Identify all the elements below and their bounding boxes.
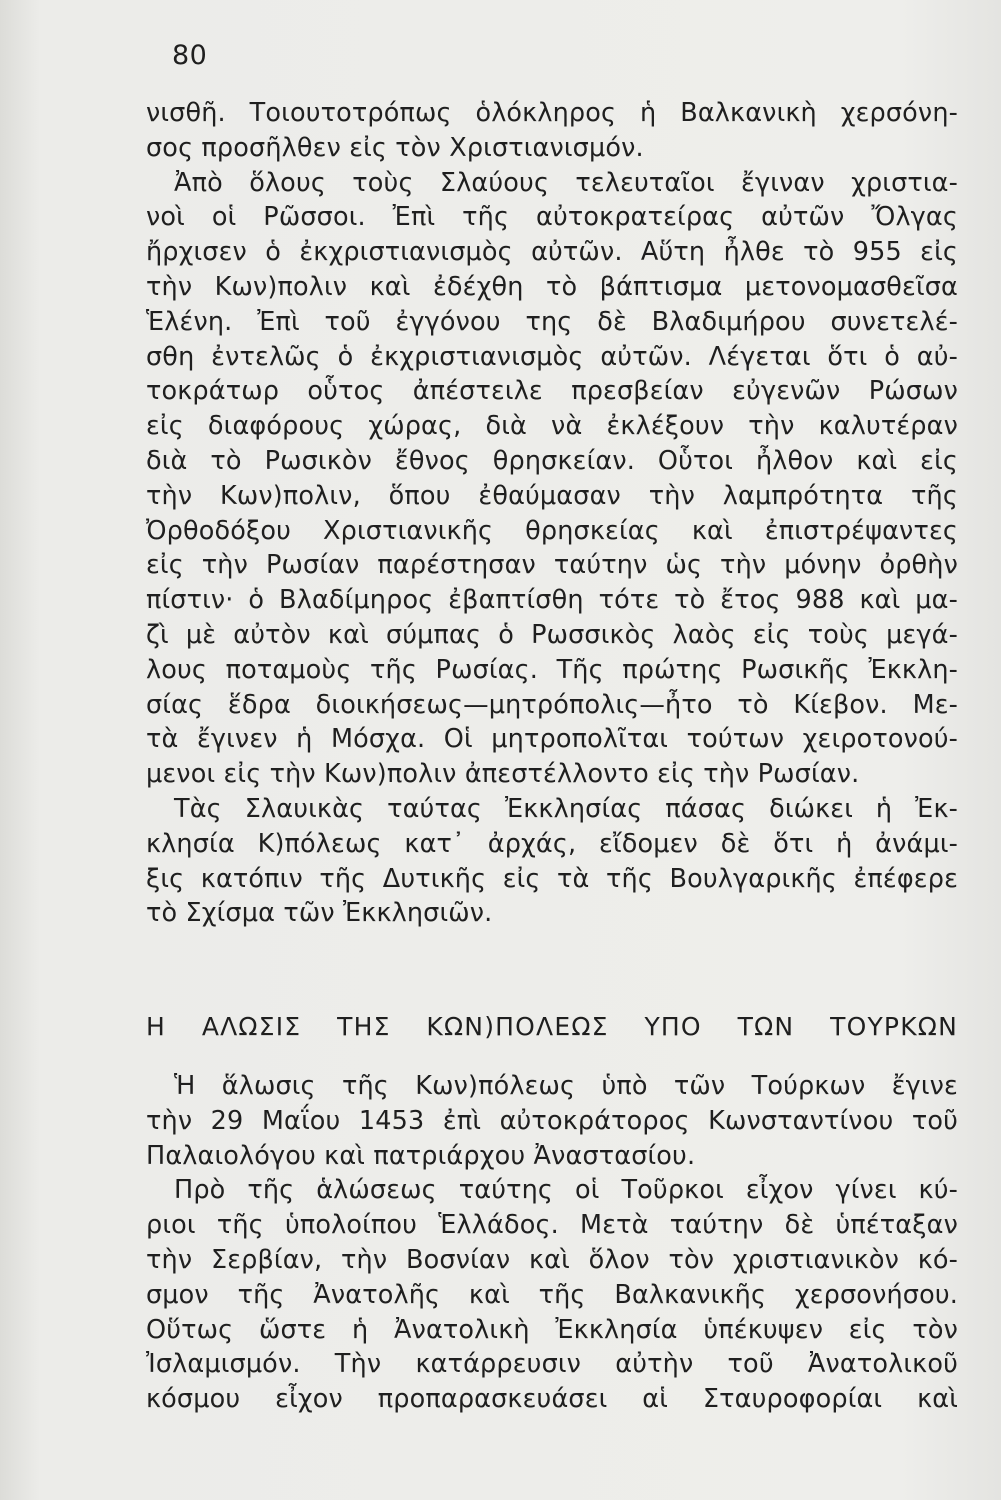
text-line: Οὕτως ὥστε ἡ Ἀνατολικὴ Ἐκκλησία ὑπέκυψεν εἰς τὸν <box>146 1314 958 1345</box>
text-line: σθη ἐντελῶς ὁ ἐκχριστιανισμὸς αὐτῶν. Λέγεται ὅτι ὁ αὐ- <box>146 341 958 372</box>
text-line: εἰς διαφόρους χώρας, διὰ νὰ ἐκλέξουν τὴν καλυτέραν <box>146 411 958 442</box>
text-line: κλησία Κ)πόλεως κατ᾿ ἀρχάς, εἴδομεν δὲ ὅτι ἡ ἀνάμι- <box>146 828 958 859</box>
section-text <box>146 1069 958 1417</box>
text-line: ριοι τῆς ὑπολοίπου Ἑλλάδος. Μετὰ ταύτην δὲ ὑπέταξαν <box>146 1210 958 1241</box>
text-line: Ἀπὸ ὅλους τοὺς Σλαύους τελευταῖοι ἔγιναν χριστια- <box>174 167 958 198</box>
text-line: λους ποταμοὺς τῆς Ρωσίας. Τῆς πρώτης Ρωσικῆς Ἐκκλη- <box>146 654 958 685</box>
text-line: τὴν 29 Μαΐου 1453 ἐπὶ αὐτοκράτορος Κωνσταντίνου τοῦ <box>146 1105 958 1136</box>
section-heading: Η ΑΛΩΣΙΣ ΤΗΣ ΚΩΝ)ΠΟΛΕΩΣ ΥΠΟ ΤΩΝ ΤΟΥΡΚΩΝ <box>146 1012 958 1041</box>
text-line: νοὶ οἱ Ρῶσσοι. Ἐπὶ τῆς αὐτοκρατείρας αὐτῶν Ὄλγας <box>146 202 958 233</box>
text-line: Τὰς Σλαυικὰς ταύτας Ἐκκλησίας πάσας διώκει ἡ Ἐκ- <box>174 793 958 824</box>
text-line: τὴν Κων)πολιν, ὅπου ἐθαύμασαν τὴν λαμπρότητα τῆς <box>146 480 958 511</box>
text-line: κόσμου εἶχον προπαρασκευάσει αἱ Σταυροφορίαι καὶ <box>146 1384 958 1415</box>
text-line: Ἑλένη. Ἐπὶ τοῦ ἐγγόνου της δὲ Βλαδιμήρου συνετελέ- <box>146 306 958 337</box>
body-text <box>146 96 958 931</box>
text-line: νισθῆ. Τοιουτοτρόπως ὁλόκληρος ἡ Βαλκανικὴ χερσόνη- <box>146 98 958 128</box>
text-line: Ὀρθοδόξου Χριστιανικῆς θρησκείας καὶ ἐπιστρέψαντες <box>146 515 958 546</box>
text-line: τὸ Σχίσμα τῶν Ἐκκλησιῶν. <box>146 898 493 929</box>
text-line: σος προσῆλθεν εἰς τὸν Χριστιανισμόν. <box>146 132 644 163</box>
text-line: τὴν Σερβίαν, τὴν Βοσνίαν καὶ ὅλον τὸν χριστιανικὸν κό- <box>146 1244 958 1275</box>
text-line: Πρὸ τῆς ἁλώσεως ταύτης οἱ Τοῦρκοι εἶχον γίνει κύ- <box>174 1175 958 1206</box>
text-line: σμον τῆς Ἀνατολῆς καὶ τῆς Βαλκανικῆς χερσονήσου. <box>146 1279 958 1310</box>
text-line: σίας ἕδρα διοικήσεως—μητρόπολις—ἦτο τὸ Κίεβον. Με- <box>146 689 958 720</box>
page-number: 80 <box>172 40 208 71</box>
text-line: τὴν Κων)πολιν καὶ ἐδέχθη τὸ βάπτισμα μετονομασθεῖσα <box>146 271 958 302</box>
text-line: πίστιν· ὁ Βλαδίμηρος ἐβαπτίσθη τότε τὸ ἔτος 988 καὶ μα- <box>146 585 958 616</box>
text-line: ζὶ μὲ αὐτὸν καὶ σύμπας ὁ Ρωσσικὸς λαὸς εἰς τοὺς μεγά- <box>146 619 958 650</box>
text-line: Παλαιολόγου καὶ πατριάρχου Ἀναστασίου. <box>146 1140 696 1171</box>
text-line: Ἡ ἅλωσις τῆς Κων)πόλεως ὑπὸ τῶν Τούρκων ἔγινε <box>174 1071 958 1101</box>
text-line: ξις κατόπιν τῆς Δυτικῆς εἰς τὰ τῆς Βουλγαρικῆς ἐπέφερε <box>146 863 958 894</box>
text-line: ἤρχισεν ὁ ἐκχριστιανισμὸς αὐτῶν. Αὕτη ἦλθε τὸ 955 εἰς <box>146 237 958 268</box>
text-line: Ἰσλαμισμόν. Τὴν κατάρρευσιν αὐτὴν τοῦ Ἀνατολικοῦ <box>146 1349 958 1380</box>
text-line: εἰς τὴν Ρωσίαν παρέστησαν ταύτην ὡς τὴν μόνην ὀρθὴν <box>146 550 958 581</box>
text-line: τὰ ἔγινεν ἡ Μόσχα. Οἱ μητροπολῖται τούτων χειροτονού- <box>146 724 958 755</box>
text-line: τοκράτωρ οὗτος ἀπέστειλε πρεσβείαν εὐγενῶν Ρώσων <box>146 376 958 407</box>
text-line: μενοι εἰς τὴν Κων)πολιν ἀπεστέλλοντο εἰς τὴν Ρωσίαν. <box>146 759 860 790</box>
text-line: διὰ τὸ Ρωσικὸν ἔθνος θρησκείαν. Οὗτοι ἦλθον καὶ εἰς <box>146 445 958 476</box>
